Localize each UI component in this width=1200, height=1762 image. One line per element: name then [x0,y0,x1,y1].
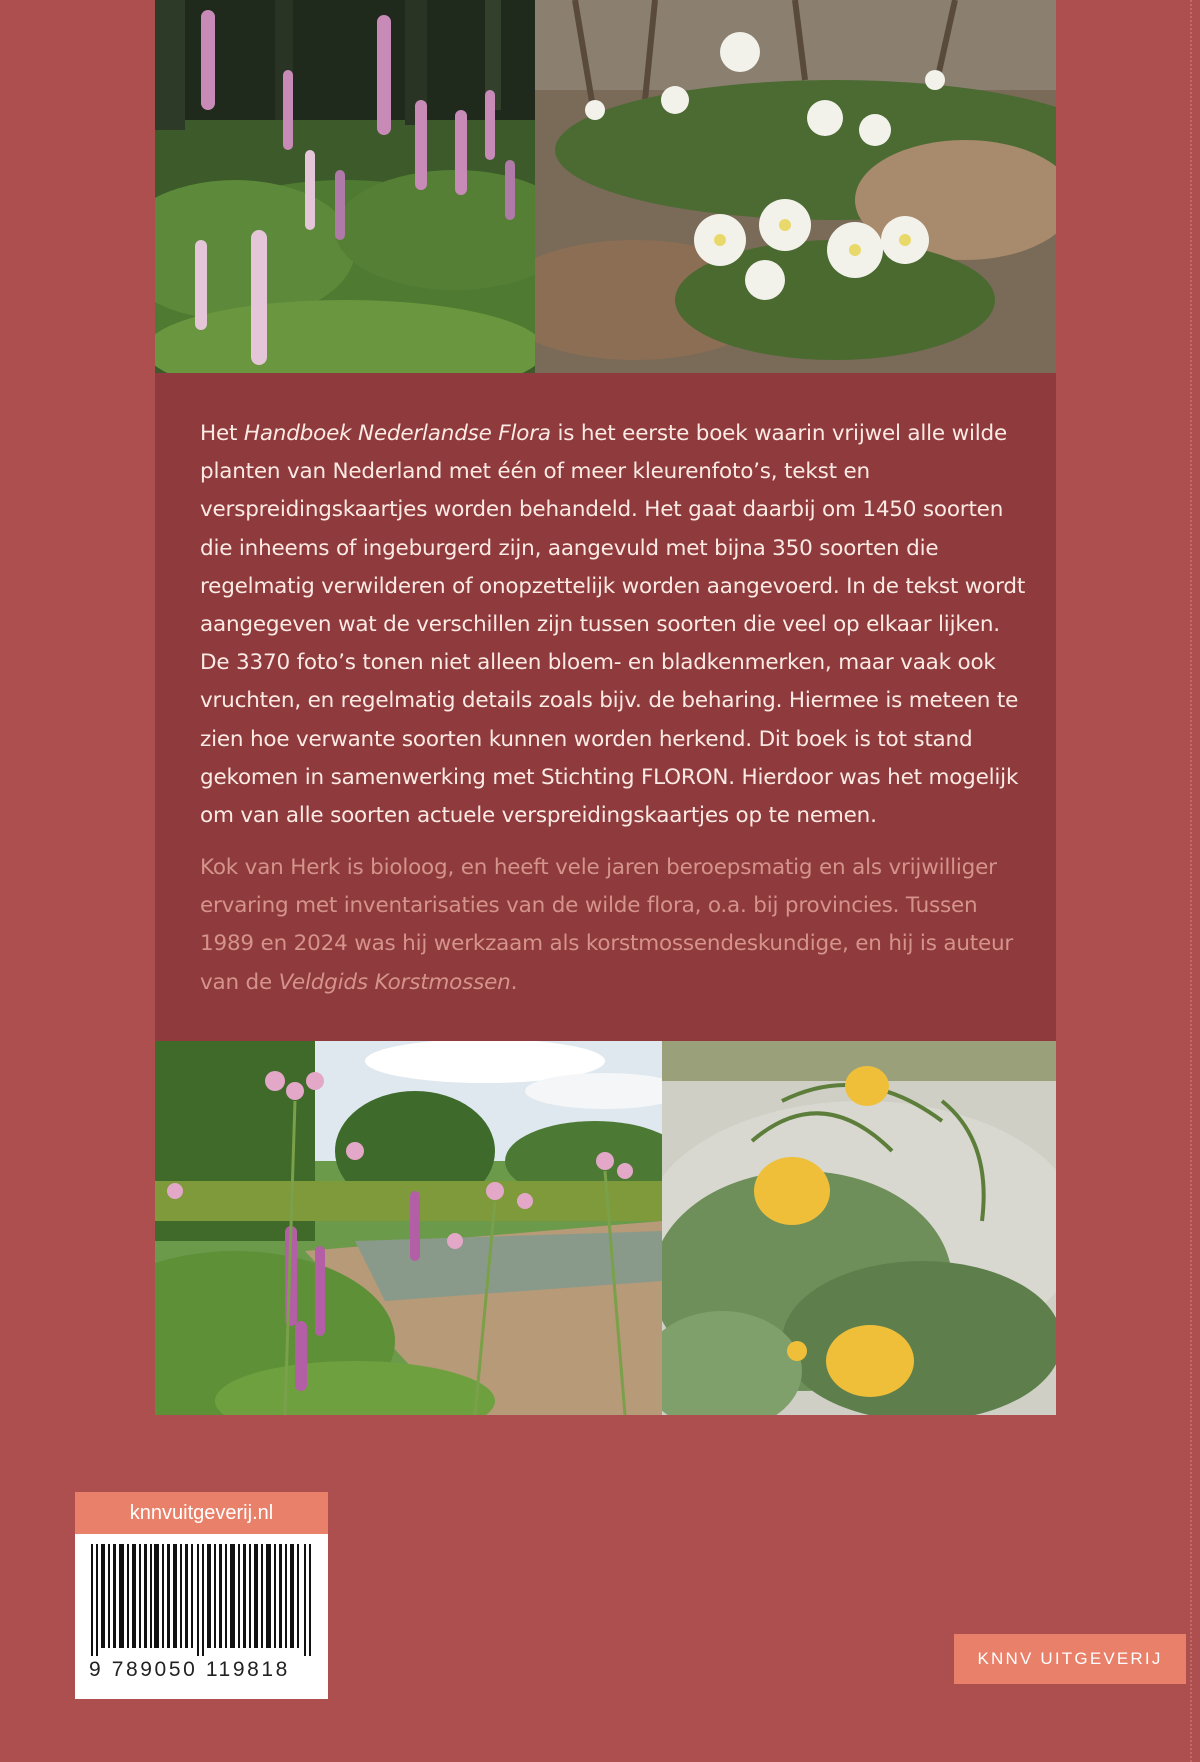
description-text-start: Het [200,421,244,446]
photo-wood-anemones [535,0,1056,373]
publisher-url: knnvuitgeverij.nl [75,1492,328,1534]
author-book-italic: Veldgids Korstmossen [278,969,511,995]
description-text-body: is het eerste boek waarin vrijwel alle wilde planten van Nederland met één of meer kleurenfoto’s, tekst en verspreidingskaartjes worden behandeld. Het gaat daarbij om 1450 soorten die inheems of ingeburgerd zijn, aangevuld met bijna 350 soorten die regelmatig verwilderen of onopzettelijk worden aangevoerd. In de tekst wordt aangegeven wat de verschillen zijn tussen soorten die veel op elkaar lijken. De 3370 foto’s tonen niet alleen bloem- en bladkenmerken, maar vaak ook vruchten, en regelmatig details zoals bijv. de beharing. Hiermee is meteen te zien hoe verwante soorten kunnen worden herkend. Dit boek is tot stand gekomen in samenwerking met Stichting FLORON. Hierdoor was het mogelijk om van alle soorten actuele verspreidingskaartjes op te nemen. [200,421,1026,829]
publisher-badge: KNNV UITGEVERIJ [954,1634,1186,1684]
barcode-label [75,1534,328,1699]
spine-fold-line [1190,0,1192,1762]
isbn-digits: 9 789050 119818 [89,1658,290,1681]
photo-foxglove [155,0,535,373]
author-bio-end: . [510,969,518,995]
isbn-barcode-block [75,1492,328,1699]
photo-horned-poppy [662,1041,1056,1415]
description-panel [155,373,1056,1041]
photo-riverbank [155,1041,662,1415]
author-bio [200,849,1030,1002]
book-description [200,415,1030,835]
barcode-bars [91,1544,312,1656]
book-title-italic: Handboek Nederlandse Flora [243,421,551,446]
author-bio-text: Kok van Herk is bioloog, en heeft vele jaren beroepsmatig en als vrijwilliger ervaring met inventarisaties van de wilde flora, o.a. bij provincies. Tussen 1989 en 2024 was hij werkzaam als korstmossendeskundige, en hij is auteur van de [200,855,1014,995]
